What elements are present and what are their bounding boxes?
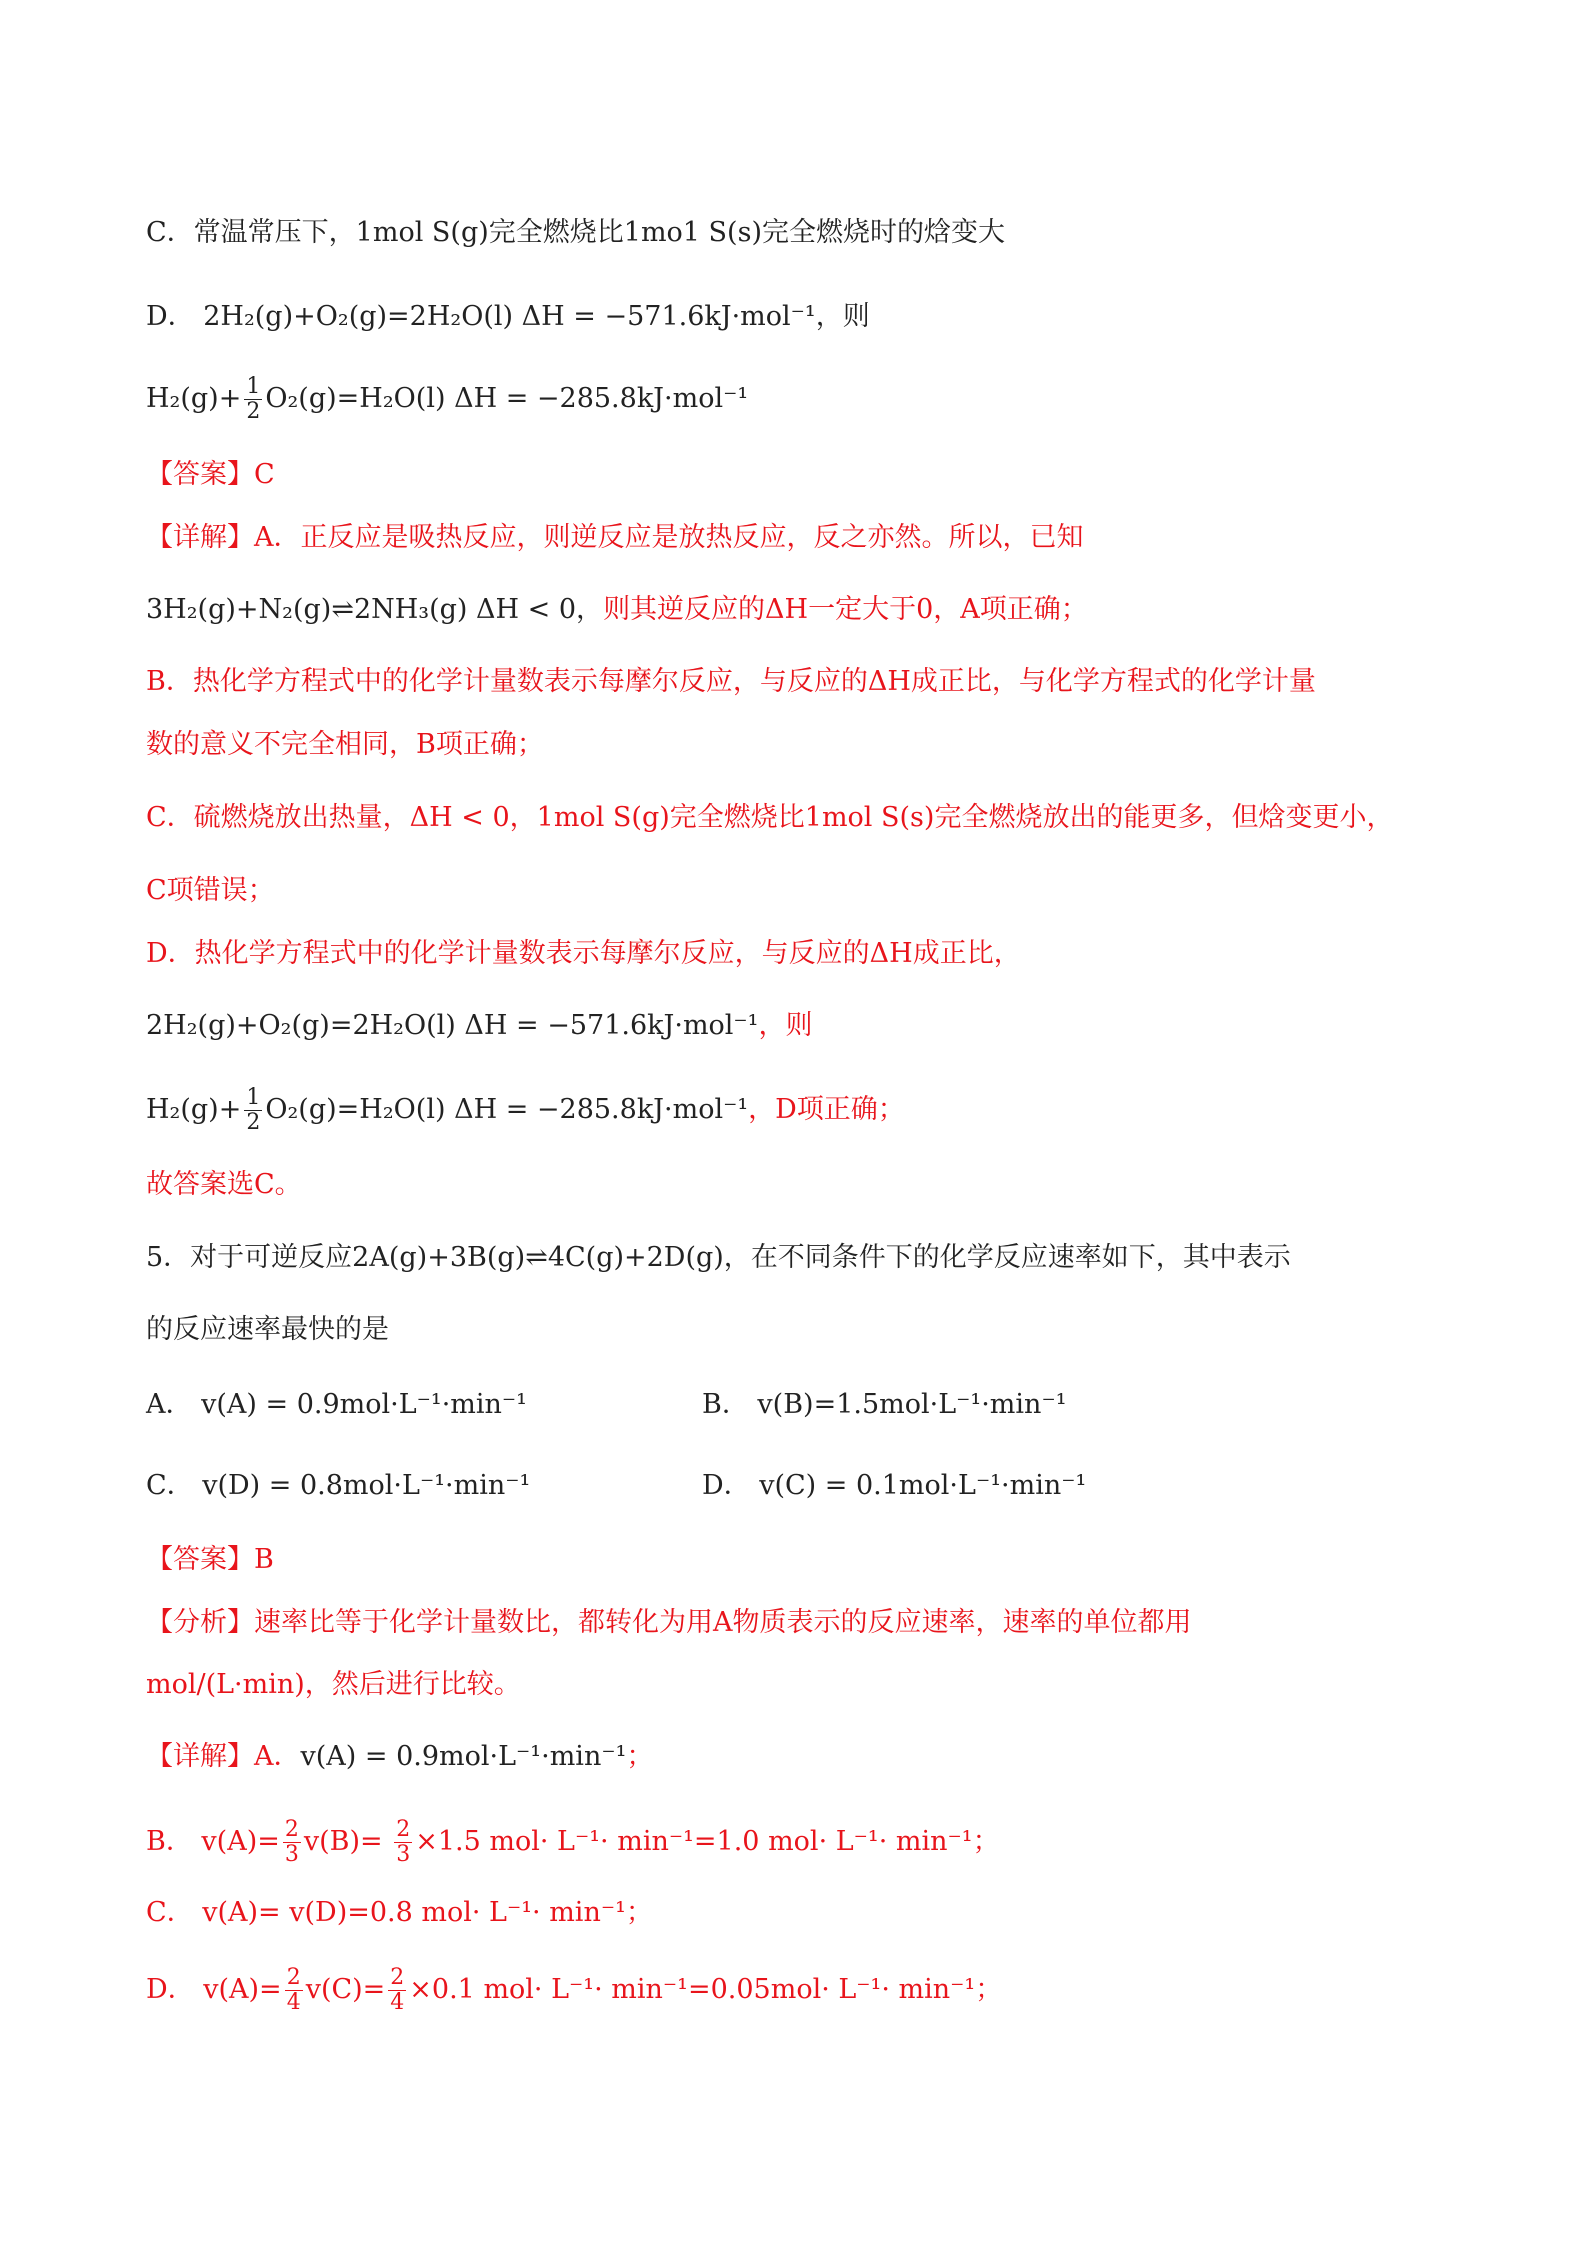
fraction	[244, 1086, 262, 1135]
explanation-b-cont-line: 数的意义不完全相同，B项正确；	[146, 729, 544, 760]
explanation-c-cont-line: C项错误；	[146, 875, 275, 906]
answer-line: 【答案】C	[146, 459, 275, 490]
equation: v(A) = 0.9mol·L⁻¹·min⁻¹	[300, 1741, 627, 1772]
fraction-denominator: 3	[396, 1842, 411, 1867]
explanation-text: ，D项正确；	[748, 1094, 905, 1125]
options-ab-line	[146, 1385, 1067, 1425]
option-c: C． v(D) = 0.8mol·L⁻¹·min⁻¹	[146, 1470, 531, 1501]
detail-a-line	[146, 1737, 653, 1777]
question-5-line: 5．对于可逆反应2A(g)+3B(g)⇌4C(g)+2D(g)，在不同条件下的化学反应速率如下，其中表示	[146, 1242, 1291, 1273]
equation-part: v(C)=	[305, 1974, 386, 2005]
analysis-line: 【分析】速率比等于化学计量数比，都转化为用A物质表示的反应速率，速率的单位都用	[146, 1607, 1192, 1638]
fraction	[244, 375, 262, 424]
equation-part: H₂(g)+	[146, 383, 242, 414]
answer-line-2: 【答案】B	[146, 1544, 274, 1575]
conclusion-line: 故答案选C。	[146, 1169, 302, 1200]
fraction	[285, 1966, 303, 2015]
explanation-b-line: B．热化学方程式中的化学计量数表示每摩尔反应，与反应的ΔH成正比，与化学方程式的化学计量	[146, 666, 1316, 697]
fraction-numerator: 2	[390, 1965, 405, 1990]
equation: 3H₂(g)+N₂(g)⇌2NH₃(g) ΔH < 0，	[146, 594, 604, 625]
explanation-d-equation2-line	[146, 1086, 905, 1135]
explanation-c-line: C．硫燃烧放出热量，ΔH < 0，1mol S(g)完全燃烧比1mol S(s)完全燃烧放出的能更多，但焓变更小，	[146, 802, 1394, 833]
explanation-text: 则其逆反应的ΔH一定大于0，A项正确；	[603, 594, 1088, 625]
explanation-d-equation-line	[146, 1006, 813, 1046]
detail-c-line: C． v(A)= v(D)=0.8 mol· L⁻¹· min⁻¹；	[146, 1897, 653, 1928]
fraction-denominator: 2	[246, 1110, 261, 1135]
fraction-numerator: 1	[246, 374, 261, 399]
fraction	[283, 1818, 301, 1867]
fraction-numerator: 2	[284, 1817, 299, 1842]
detail-text: ；	[626, 1741, 654, 1772]
equation-part: O₂(g)=H₂O(l) ΔH = −285.8kJ·mol⁻¹	[265, 383, 749, 414]
option-a: A． v(A) = 0.9mol·L⁻¹·min⁻¹	[146, 1389, 527, 1420]
fraction-denominator: 2	[246, 399, 261, 424]
equation: 2H₂(g)+O₂(g)=2H₂O(l) ΔH = −571.6kJ·mol⁻¹	[146, 1010, 759, 1041]
options-cd-line	[146, 1466, 1087, 1506]
explanation-a-equation-line	[146, 590, 1088, 630]
detail-d-line	[146, 1966, 1002, 2015]
equation-part: v(B)=	[303, 1826, 392, 1857]
option-d: D． v(C) = 0.1mol·L⁻¹·min⁻¹	[702, 1470, 1087, 1501]
detail-b-line	[146, 1818, 1000, 1867]
equation-part: O₂(g)=H₂O(l) ΔH = −285.8kJ·mol⁻¹	[265, 1094, 749, 1125]
fraction-denominator: 3	[284, 1842, 299, 1867]
option-b: B． v(B)=1.5mol·L⁻¹·min⁻¹	[702, 1389, 1067, 1420]
equation-part: ×1.5 mol· L⁻¹· min⁻¹=1.0 mol· L⁻¹· min⁻¹；	[415, 1826, 1000, 1857]
analysis-cont-line: mol/(L·min)，然后进行比较。	[146, 1669, 521, 1700]
fraction	[394, 1818, 412, 1867]
option-d-equation-line	[146, 375, 748, 424]
fraction-numerator: 2	[286, 1965, 301, 1990]
explanation-d-line: D．热化学方程式中的化学计量数表示每摩尔反应，与反应的ΔH成正比，	[146, 938, 1021, 969]
fraction-denominator: 4	[286, 1990, 301, 2015]
equation-part: D． v(A)=	[146, 1974, 282, 2005]
detail-label: 【详解】A．	[146, 1741, 301, 1772]
equation-part: ×0.1 mol· L⁻¹· min⁻¹=0.05mol· L⁻¹· min⁻¹；	[409, 1974, 1003, 2005]
equation-part: H₂(g)+	[146, 1094, 242, 1125]
explanation-text: ，则	[758, 1010, 813, 1041]
option-d-line: D． 2H₂(g)+O₂(g)=2H₂O(l) ΔH = −571.6kJ·mol⁻¹，则	[146, 301, 870, 332]
fraction-numerator: 2	[396, 1817, 411, 1842]
fraction-denominator: 4	[390, 1990, 405, 2015]
explanation-a-line: 【详解】A．正反应是吸热反应，则逆反应是放热反应，反之亦然。所以，已知	[146, 522, 1084, 553]
fraction	[388, 1966, 406, 2015]
question-5-cont-line: 的反应速率最快的是	[146, 1314, 389, 1345]
equation-part: B． v(A)=	[146, 1826, 280, 1857]
fraction-numerator: 1	[246, 1085, 261, 1110]
option-c-line: C．常温常压下，1mol S(g)完全燃烧比1mo1 S(s)完全燃烧时的焓变大	[146, 217, 1005, 248]
